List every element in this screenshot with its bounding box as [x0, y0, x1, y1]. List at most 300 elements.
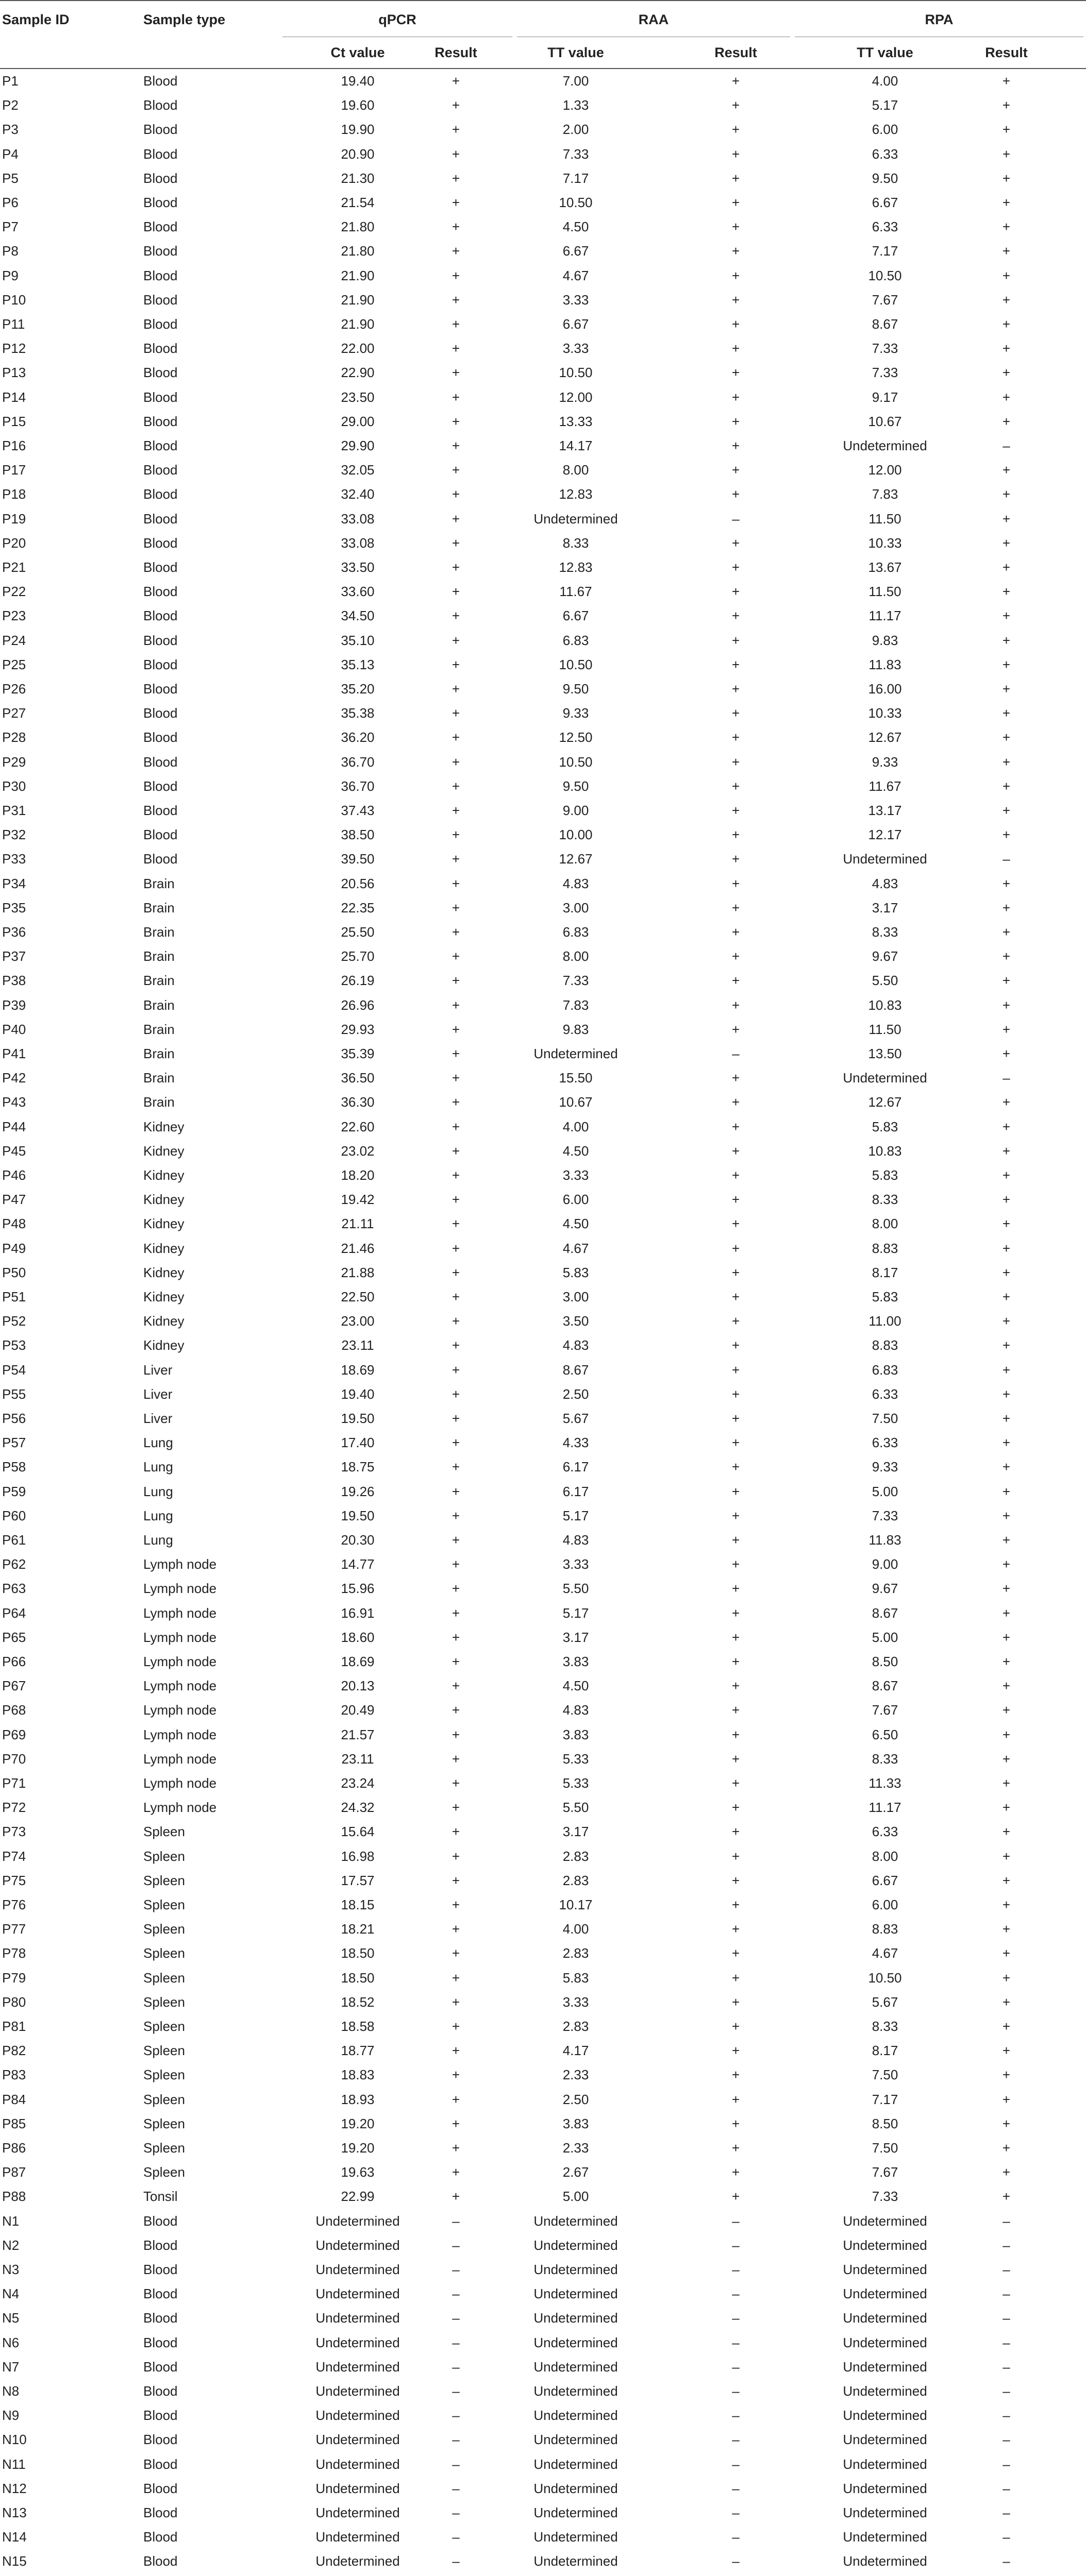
qpcr-result-cell: +	[452, 1581, 460, 1597]
raa-tt-cell: 6.17	[562, 1483, 589, 1499]
qpcr-result-cell: –	[452, 2262, 460, 2278]
rpa-tt-cell: Undetermined	[843, 1070, 927, 1086]
raa-tt-cell: 4.83	[562, 875, 589, 891]
sample-id-cell: P75	[2, 1872, 26, 1888]
rpa-result-cell: +	[1002, 1118, 1011, 1134]
rpa-result-cell: +	[1002, 1921, 1011, 1937]
rpa-tt-cell: 7.50	[872, 2140, 898, 2156]
sample-id-cell: P4	[2, 146, 19, 162]
table-row	[0, 166, 1086, 191]
raa-result-cell: +	[731, 1362, 740, 1378]
rpa-result-cell: –	[1003, 2553, 1010, 2569]
table-row	[0, 1285, 1086, 1309]
raa-tt-cell: 2.83	[562, 1848, 589, 1864]
sample-type-cell: Blood	[143, 438, 178, 454]
rpa-tt-cell: 8.33	[872, 924, 898, 940]
qpcr-ct-cell: 36.70	[341, 778, 375, 794]
raa-tt-cell: 10.50	[559, 195, 593, 211]
sample-id-cell: P69	[2, 1726, 26, 1742]
sample-type-cell: Spleen	[143, 1872, 185, 1888]
sample-type-cell: Spleen	[143, 2067, 185, 2083]
qpcr-ct-cell: Undetermined	[315, 2553, 400, 2569]
sample-type-cell: Lymph node	[143, 1751, 217, 1767]
raa-tt-cell: 4.33	[562, 1435, 589, 1451]
table-row	[0, 1139, 1086, 1163]
qpcr-result-cell: +	[452, 1800, 460, 1816]
qpcr-result-cell: +	[452, 778, 460, 794]
table-row	[0, 1042, 1086, 1066]
table-row	[0, 1820, 1086, 1844]
qpcr-ct-cell: 32.40	[341, 486, 375, 502]
rpa-tt-cell: 11.83	[868, 1532, 901, 1548]
raa-result-cell: +	[731, 900, 740, 916]
sample-type-cell: Blood	[143, 584, 178, 600]
rpa-tt-cell: Undetermined	[843, 2213, 927, 2229]
qpcr-ct-cell: Undetermined	[315, 2408, 400, 2424]
sample-id-cell: P82	[2, 2043, 26, 2059]
qpcr-result-cell: –	[452, 2213, 460, 2229]
rpa-result-cell: –	[1003, 2456, 1010, 2472]
raa-result-cell: +	[731, 656, 740, 672]
rpa-result-cell: +	[1002, 1046, 1011, 1062]
raa-result-cell: +	[731, 1483, 740, 1499]
rpa-result-cell: +	[1002, 1994, 1011, 2010]
header-row-subcolumns	[0, 37, 1086, 69]
rpa-result-cell: +	[1002, 948, 1011, 964]
qpcr-result-cell: +	[452, 1507, 460, 1523]
sample-id-cell: P64	[2, 1605, 26, 1621]
rpa-tt-cell: 7.67	[872, 292, 898, 308]
rpa-result-cell: –	[1003, 2334, 1010, 2350]
qpcr-result-cell: +	[452, 1386, 460, 1402]
sample-id-cell: P53	[2, 1337, 26, 1353]
qpcr-result-cell: +	[452, 1605, 460, 1621]
sample-type-cell: Brain	[143, 875, 175, 891]
raa-tt-cell: 1.33	[562, 97, 589, 113]
sample-id-cell: P6	[2, 195, 19, 211]
raa-tt-cell: 4.83	[562, 1702, 589, 1718]
raa-result-cell: –	[732, 1046, 740, 1062]
table-row	[0, 117, 1086, 142]
rpa-result-cell: +	[1002, 1507, 1011, 1523]
raa-result-cell: +	[731, 997, 740, 1013]
table-row	[0, 1577, 1086, 1601]
table-row	[0, 1163, 1086, 1188]
rpa-tt-cell: 6.67	[872, 195, 898, 211]
rpa-result-cell: +	[1002, 924, 1011, 940]
rpa-result-cell: +	[1002, 1678, 1011, 1694]
sample-type-cell: Blood	[143, 2359, 178, 2375]
sample-type-cell: Lymph node	[143, 1629, 217, 1645]
raa-tt-cell: 6.17	[562, 1459, 589, 1475]
rpa-result-cell: +	[1002, 1459, 1011, 1475]
rpa-result-cell: +	[1002, 1192, 1011, 1208]
qpcr-ct-cell: 22.00	[341, 341, 375, 357]
rpa-tt-cell: 6.33	[872, 1435, 898, 1451]
raa-tt-cell: 5.00	[562, 2189, 589, 2205]
raa-tt-cell: 3.83	[562, 2115, 589, 2131]
raa-tt-cell: 3.33	[562, 292, 589, 308]
raa-result-cell: –	[732, 2505, 740, 2521]
qpcr-ct-cell: 15.64	[341, 1824, 375, 1840]
raa-result-cell: +	[731, 1678, 740, 1694]
qpcr-ct-cell: Undetermined	[315, 2310, 400, 2326]
sample-id-cell: P30	[2, 778, 26, 794]
sample-type-cell: Tonsil	[143, 2189, 178, 2205]
qpcr-result-cell: +	[452, 1070, 460, 1086]
raa-tt-cell: 3.83	[562, 1654, 589, 1670]
rpa-result-cell: –	[1003, 2359, 1010, 2375]
raa-result-cell: +	[731, 1775, 740, 1791]
rpa-result-cell: +	[1002, 778, 1011, 794]
rpa-tt-cell: Undetermined	[843, 2432, 927, 2448]
sample-id-cell: P46	[2, 1167, 26, 1183]
table-row	[0, 799, 1086, 823]
table-row	[0, 2331, 1086, 2355]
raa-result-cell: +	[731, 1289, 740, 1305]
qpcr-result-cell: +	[452, 754, 460, 770]
sample-type-cell: Brain	[143, 924, 175, 940]
raa-tt-cell: 7.33	[562, 146, 589, 162]
rpa-result-cell: +	[1002, 1386, 1011, 1402]
sample-id-cell: P52	[2, 1313, 26, 1329]
sample-type-cell: Blood	[143, 2334, 178, 2350]
rpa-result-cell: +	[1002, 243, 1011, 259]
table-row	[0, 2306, 1086, 2330]
table-row	[0, 2428, 1086, 2452]
rpa-tt-cell: 8.83	[872, 1240, 898, 1256]
raa-tt-cell: 10.67	[559, 1094, 593, 1110]
rpa-tt-cell: 13.67	[868, 560, 902, 575]
table-row	[0, 1455, 1086, 1479]
raa-tt-cell: Undetermined	[533, 2432, 618, 2448]
sample-id-cell: P3	[2, 122, 19, 138]
raa-tt-cell: Undetermined	[533, 2480, 618, 2496]
qpcr-ct-cell: 29.90	[341, 438, 375, 454]
qpcr-ct-cell: 23.50	[341, 389, 375, 405]
sample-type-cell: Blood	[143, 827, 178, 843]
qpcr-ct-cell: 18.69	[341, 1654, 375, 1670]
rpa-result-cell: +	[1002, 656, 1011, 672]
sample-id-cell: P84	[2, 2091, 26, 2107]
sample-id-cell: P77	[2, 1921, 26, 1937]
rpa-result-cell: –	[1003, 2505, 1010, 2521]
raa-tt-cell: 3.83	[562, 1726, 589, 1742]
qpcr-ct-cell: 21.90	[341, 292, 375, 308]
sample-type-cell: Blood	[143, 2480, 178, 2496]
table-row	[0, 2014, 1086, 2039]
rpa-result-cell: –	[1003, 2286, 1010, 2302]
rpa-result-cell: +	[1002, 1581, 1011, 1597]
qpcr-ct-cell: 24.32	[341, 1800, 375, 1816]
raa-tt-cell: 9.50	[562, 681, 589, 697]
rpa-result-cell: –	[1003, 2529, 1010, 2545]
rpa-result-cell: +	[1002, 1726, 1011, 1742]
qpcr-ct-cell: 36.50	[341, 1070, 375, 1086]
sample-id-cell: P21	[2, 560, 26, 575]
qpcr-result-cell: –	[452, 2237, 460, 2253]
rpa-result-cell: –	[1003, 2213, 1010, 2229]
qpcr-ct-cell: 23.24	[341, 1775, 375, 1791]
table-row	[0, 69, 1086, 93]
qpcr-result-cell: +	[452, 1945, 460, 1961]
rpa-result-cell: +	[1002, 1945, 1011, 1961]
table-row	[0, 410, 1086, 434]
qpcr-result-cell: –	[452, 2456, 460, 2472]
table-row	[0, 1747, 1086, 1771]
rpa-tt-cell: 11.17	[868, 1800, 901, 1816]
raa-result-cell: +	[731, 1897, 740, 1913]
qpcr-ct-cell: 33.08	[341, 511, 375, 527]
qpcr-ct-cell: 18.69	[341, 1362, 375, 1378]
qpcr-ct-cell: 35.10	[341, 632, 375, 648]
qpcr-ct-cell: 19.26	[341, 1483, 375, 1499]
qpcr-ct-cell: 23.11	[341, 1337, 374, 1353]
rpa-tt-cell: 11.17	[868, 608, 901, 624]
sample-id-cell: P54	[2, 1362, 26, 1378]
table-row	[0, 2039, 1086, 2063]
qpcr-ct-cell: 22.60	[341, 1118, 375, 1134]
sample-id-cell	[2, 2574, 136, 2576]
sample-id-cell: P59	[2, 1483, 26, 1499]
raa-result-cell: +	[731, 438, 740, 454]
table-row	[0, 1504, 1086, 1528]
sample-type-cell: Spleen	[143, 2164, 185, 2180]
sample-type-cell: Kidney	[143, 1167, 185, 1183]
qpcr-ct-cell: 38.50	[341, 827, 375, 843]
sample-id-cell: P22	[2, 584, 26, 600]
raa-tt-cell: 4.50	[562, 1216, 589, 1232]
raa-result-cell: +	[731, 2164, 740, 2180]
rpa-tt-cell: 6.83	[872, 1362, 898, 1378]
raa-result-cell: +	[731, 1629, 740, 1645]
rpa-tt-cell: 11.50	[868, 511, 901, 527]
rpa-result-cell: +	[1002, 632, 1011, 648]
rpa-result-cell: –	[1003, 2237, 1010, 2253]
sample-id-cell: P31	[2, 803, 26, 819]
sample-id-cell: P65	[2, 1629, 26, 1645]
sample-id-cell: N13	[2, 2505, 27, 2521]
raa-tt-cell: 12.83	[559, 560, 593, 575]
rpa-tt-cell: 11.50	[868, 1021, 901, 1037]
table-row	[0, 1941, 1086, 1965]
table-row	[0, 2379, 1086, 2403]
raa-result-cell: –	[732, 2286, 740, 2302]
rpa-result-cell: +	[1002, 1240, 1011, 1256]
qpcr-ct-cell: 33.60	[341, 584, 375, 600]
rpa-result-cell: +	[1002, 705, 1011, 721]
group-qpcr: qPCR	[378, 11, 416, 27]
table-row	[0, 2112, 1086, 2136]
qpcr-ct-cell: 19.50	[341, 1411, 375, 1427]
raa-result-cell: +	[731, 316, 740, 332]
qpcr-ct-cell: 36.20	[341, 730, 375, 745]
table-row	[0, 1212, 1086, 1236]
qpcr-ct-cell: 26.96	[341, 997, 375, 1013]
table-row	[0, 580, 1086, 604]
sample-type-cell: Blood	[143, 486, 178, 502]
rpa-tt-cell: Undetermined	[843, 438, 927, 454]
sample-type-cell: Blood	[143, 681, 178, 697]
table-row	[0, 434, 1086, 458]
rpa-tt-cell: Undetermined	[843, 2456, 927, 2472]
qpcr-result-cell: +	[452, 2019, 460, 2035]
sample-id-cell: P48	[2, 1216, 26, 1232]
raa-tt-cell: 4.17	[562, 2043, 589, 2059]
sample-type-cell: Blood	[143, 243, 178, 259]
raa-result-cell: +	[731, 365, 740, 381]
sample-type-cell: Brain	[143, 1070, 175, 1086]
raa-tt-cell: 4.83	[562, 1532, 589, 1548]
raa-tt-cell: 3.17	[562, 1629, 589, 1645]
rpa-result-cell: +	[1002, 1021, 1011, 1037]
table-row	[0, 1650, 1086, 1674]
raa-tt-cell: 2.33	[562, 2067, 589, 2083]
col-sample-id: Sample ID	[2, 11, 70, 27]
table-row	[0, 847, 1086, 871]
qpcr-result-cell: +	[452, 316, 460, 332]
raa-result-cell: +	[731, 2115, 740, 2131]
qpcr-ct-cell: Undetermined	[315, 2359, 400, 2375]
qpcr-ct-cell: Undetermined	[315, 2286, 400, 2302]
qpcr-ct-cell: 20.49	[341, 1702, 375, 1718]
qpcr-result-cell: +	[452, 1021, 460, 1037]
rpa-result-cell: +	[1002, 316, 1011, 332]
table-row	[0, 823, 1086, 847]
sample-type-cell: Blood	[143, 778, 178, 794]
rpa-tt-cell: 10.50	[868, 1970, 902, 1986]
rpa-result-cell: –	[1003, 2383, 1010, 2399]
rpa-tt-cell: 5.83	[872, 1167, 898, 1183]
sample-type-cell: Brain	[143, 973, 175, 989]
raa-tt-cell: 4.00	[562, 1921, 589, 1937]
raa-tt-cell: 8.00	[562, 948, 589, 964]
table-row	[0, 944, 1086, 969]
raa-tt-cell: Undetermined	[533, 2334, 618, 2350]
qpcr-ct-cell: 21.46	[341, 1240, 375, 1256]
raa-result-cell: –	[732, 2408, 740, 2424]
raa-tt-cell	[500, 2574, 651, 2576]
sample-id-cell: P88	[2, 2189, 26, 2205]
raa-tt-cell: 3.33	[562, 1556, 589, 1572]
qpcr-ct-cell: 39.50	[341, 851, 375, 867]
qpcr-ct-cell: 29.93	[341, 1021, 375, 1037]
sample-id-cell: P11	[2, 316, 25, 332]
qpcr-result-cell: +	[452, 1167, 460, 1183]
table-row	[0, 2184, 1086, 2209]
raa-result-cell: +	[731, 1970, 740, 1986]
rpa-tt-cell: 5.00	[872, 1483, 898, 1499]
rpa-result-cell: +	[1002, 584, 1011, 600]
rpa-result-cell: +	[1002, 2164, 1011, 2180]
raa-result-cell: +	[731, 1216, 740, 1232]
sample-id-cell: P68	[2, 1702, 26, 1718]
rpa-result-cell: +	[1002, 1897, 1011, 1913]
rpa-result-cell: +	[1002, 2189, 1011, 2205]
raa-result-cell: +	[731, 1654, 740, 1670]
raa-tt-cell: Undetermined	[533, 2213, 618, 2229]
raa-tt-cell: 10.00	[559, 827, 593, 843]
raa-tt-cell: Undetermined	[533, 2310, 618, 2326]
rpa-tt-cell: 6.33	[872, 1824, 898, 1840]
qpcr-ct-cell: 18.83	[341, 2067, 375, 2083]
sample-id-cell: P34	[2, 875, 26, 891]
table-row	[0, 2549, 1086, 2573]
table-row	[0, 1723, 1086, 1747]
rpa-result-cell: +	[1002, 1824, 1011, 1840]
rpa-result-cell: +	[1002, 1289, 1011, 1305]
table-row	[0, 2233, 1086, 2258]
raa-result-cell: –	[732, 2213, 740, 2229]
qpcr-ct-cell: 21.11	[341, 1216, 374, 1232]
sample-id-cell: P85	[2, 2115, 26, 2131]
rpa-tt-cell: Undetermined	[843, 2237, 927, 2253]
rpa-result-cell: +	[1002, 827, 1011, 843]
raa-result-cell: –	[732, 2456, 740, 2472]
sample-id-cell: P24	[2, 632, 26, 648]
rpa-tt-cell: 7.33	[872, 341, 898, 357]
rpa-tt-cell: Undetermined	[843, 2505, 927, 2521]
sample-type-cell: Blood	[143, 560, 178, 575]
qpcr-ct-cell: 35.38	[341, 705, 375, 721]
header-row-groups	[0, 0, 1086, 38]
qpcr-result-cell: +	[452, 1411, 460, 1427]
qpcr-result-cell: +	[452, 560, 460, 575]
rpa-result-cell: +	[1002, 730, 1011, 745]
sample-id-cell: P14	[2, 389, 26, 405]
raa-result-cell: +	[731, 413, 740, 429]
qpcr-ct-cell: 18.52	[341, 1994, 375, 2010]
table-row	[0, 653, 1086, 677]
qpcr-ct-cell: 19.40	[341, 73, 375, 89]
sample-id-cell: P32	[2, 827, 26, 843]
qpcr-ct-cell: 22.99	[341, 2189, 375, 2205]
sample-id-cell: P1	[2, 73, 19, 89]
table-row	[0, 993, 1086, 1018]
sample-type-cell: Brain	[143, 948, 175, 964]
rpa-result-cell: +	[1002, 2115, 1011, 2131]
sample-id-cell: P49	[2, 1240, 26, 1256]
rpa-tt-cell: 10.67	[868, 413, 902, 429]
raa-result-cell: –	[732, 2237, 740, 2253]
raa-tt-cell: 3.00	[562, 1289, 589, 1305]
sample-type-cell: Blood	[143, 2310, 178, 2326]
sample-id-cell: N8	[2, 2383, 20, 2399]
table-row	[0, 969, 1086, 993]
rpa-tt-cell: 7.17	[872, 2091, 898, 2107]
qpcr-result-cell: +	[452, 1775, 460, 1791]
rpa-tt-cell: 10.33	[868, 705, 902, 721]
qpcr-result-cell: +	[452, 1824, 460, 1840]
qpcr-result-cell: +	[452, 803, 460, 819]
qpcr-result-cell: +	[452, 1897, 460, 1913]
rpa-tt-cell: Undetermined	[843, 2334, 927, 2350]
raa-tt-cell: 7.83	[562, 997, 589, 1013]
raa-tt-cell: 9.50	[562, 778, 589, 794]
sample-type-cell: Brain	[143, 1094, 175, 1110]
sample-type-cell: Lung	[143, 1507, 173, 1523]
sample-id-cell: P28	[2, 730, 26, 745]
rpa-result-cell: +	[1002, 2140, 1011, 2156]
sample-id-cell: P26	[2, 681, 26, 697]
qpcr-ct-cell: 20.90	[341, 146, 375, 162]
rpa-tt-cell: 6.00	[872, 1897, 898, 1913]
qpcr-result-cell: –	[452, 2480, 460, 2496]
table-row	[0, 1382, 1086, 1406]
raa-result-cell: +	[731, 1726, 740, 1742]
table-row	[0, 312, 1086, 336]
rpa-tt-cell: 8.50	[872, 2115, 898, 2131]
